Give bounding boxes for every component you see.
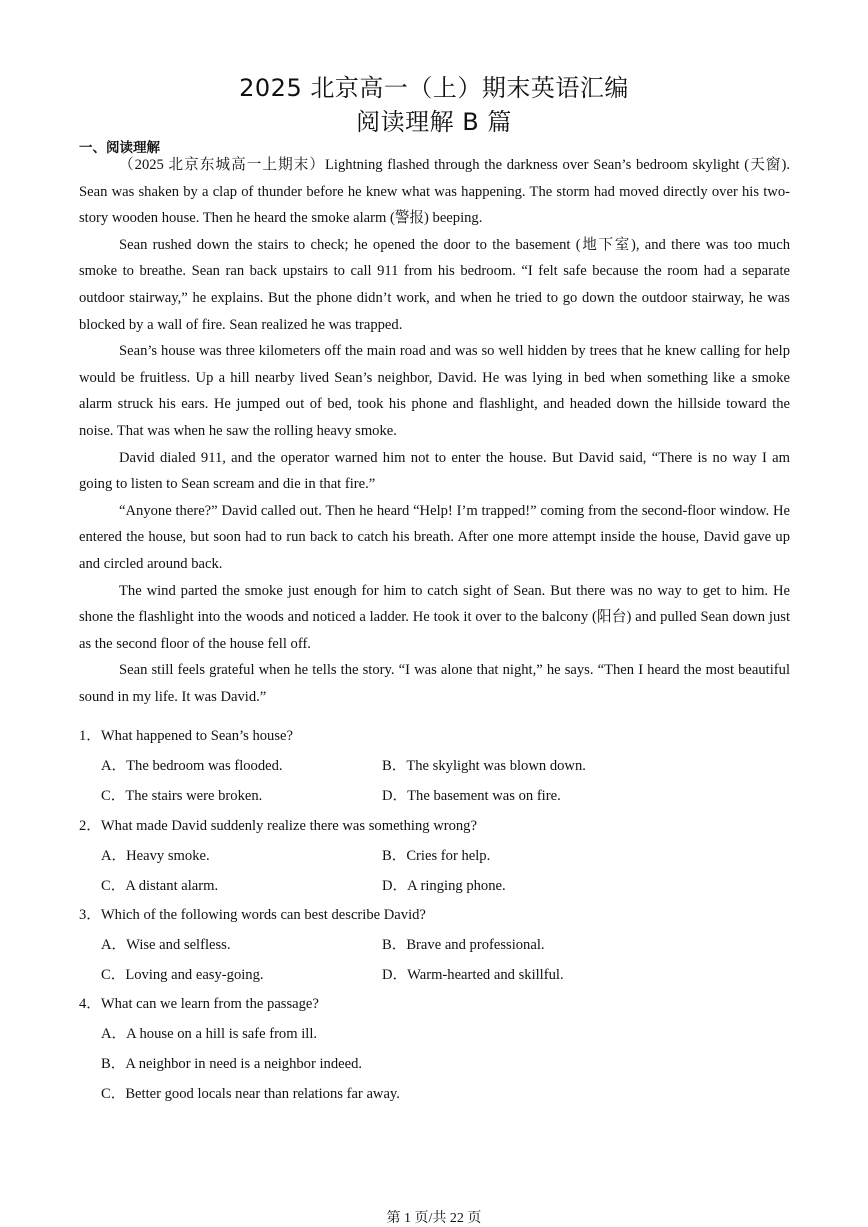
page-title: 2025 北京高一（上）期末英语汇编 — [239, 74, 629, 102]
answer-option: A．A house on a hill is safe from ill. — [101, 1026, 318, 1042]
answer-option: A．Wise and selfless. — [101, 937, 231, 953]
answer-option: C．A distant alarm. — [101, 878, 219, 894]
passage-paragraph: The wind parted the smoke just enough for him to catch sight of Sean. But there was no way to get to him. He shone the flashlight into the woods and noticed a ladder. He took it over to the balcony (阳台) and pulled Sean down just as the second floor of the house fell off. — [79, 582, 790, 652]
question-stem: 3．Which of the following words can best describe David? — [79, 907, 426, 923]
answer-option: B．A neighbor in need is a neighbor indeed. — [101, 1056, 363, 1072]
answer-option: B．Cries for help. — [382, 848, 491, 864]
question-stem: 2．What made David suddenly realize there was something wrong? — [79, 818, 477, 834]
passage-paragraph: Sean rushed down the stairs to check; he opened the door to the basement (地下室), and there was too much smoke to breathe. Sean ran back upstairs to call 911 from his bedroom. “I felt safe because the room had a separate outdoor stairway,” he explains. But the phone didn’t work, and when he tried to go down the outdoor stairway, he was blocked by a wall of fire. Sean realized he was trapped. — [79, 236, 790, 333]
answer-option: C．The stairs were broken. — [101, 788, 263, 804]
answer-option: A．The bedroom was flooded. — [101, 758, 283, 774]
answer-option: B．The skylight was blown down. — [382, 758, 586, 774]
page-number: 第 1 页/共 22 页 — [386, 1211, 482, 1226]
answer-option: A．Heavy smoke. — [101, 848, 210, 864]
passage-paragraph: Sean still feels grateful when he tells the story. “I was alone that night,” he says. “Then I heard the most beautiful sound in my life. It was David.” — [79, 662, 790, 705]
answer-option: C．Loving and easy-going. — [101, 967, 264, 983]
answer-option: B．Brave and professional. — [382, 937, 545, 953]
page-subtitle: 阅读理解 B 篇 — [356, 108, 512, 136]
answer-option: D．Warm-hearted and skillful. — [382, 967, 564, 983]
section-heading: 一、阅读理解 — [79, 140, 160, 156]
passage-paragraph: （2025 北京东城高一上期末）Lightning flashed through the darkness over Sean’s bedroom skylight (天窗). Sean was shaken by a clap of thunder before he knew what was happening. The storm had moved directly over his two-story wooden house. Then he heard the smoke alarm (警报) beeping. — [79, 157, 790, 227]
reading-passage — [79, 152, 790, 710]
passage-paragraph: David dialed 911, and the operator warned him not to enter the house. But David said, “There is no way I am going to listen to Sean scream and die in that fire.” — [79, 449, 790, 493]
answer-option: D．A ringing phone. — [382, 878, 506, 894]
answer-option: C．Better good locals near than relations far away. — [101, 1086, 400, 1102]
answer-option: D．The basement was on fire. — [382, 788, 561, 804]
passage-paragraph: Sean’s house was three kilometers off the main road and was so well hidden by trees that he knew calling for help would be fruitless. Up a hill nearby lived Sean’s neighbor, David. He was lying in bed when something like a smoke alarm struck his ears. He jumped out of bed, took his phone and flashlight, and headed down the hillside toward the noise. That was when he saw the rolling heavy smoke. — [79, 343, 790, 439]
question-stem: 1．What happened to Sean’s house? — [79, 728, 293, 744]
passage-paragraph: “Anyone there?” David called out. Then he heard “Help! I’m trapped!” coming from the second-floor window. He entered the house, but soon had to run back to catch his breath. After one more attempt inside the house, David gave up and circled around back. — [79, 502, 790, 572]
question-stem: 4．What can we learn from the passage? — [79, 996, 319, 1012]
